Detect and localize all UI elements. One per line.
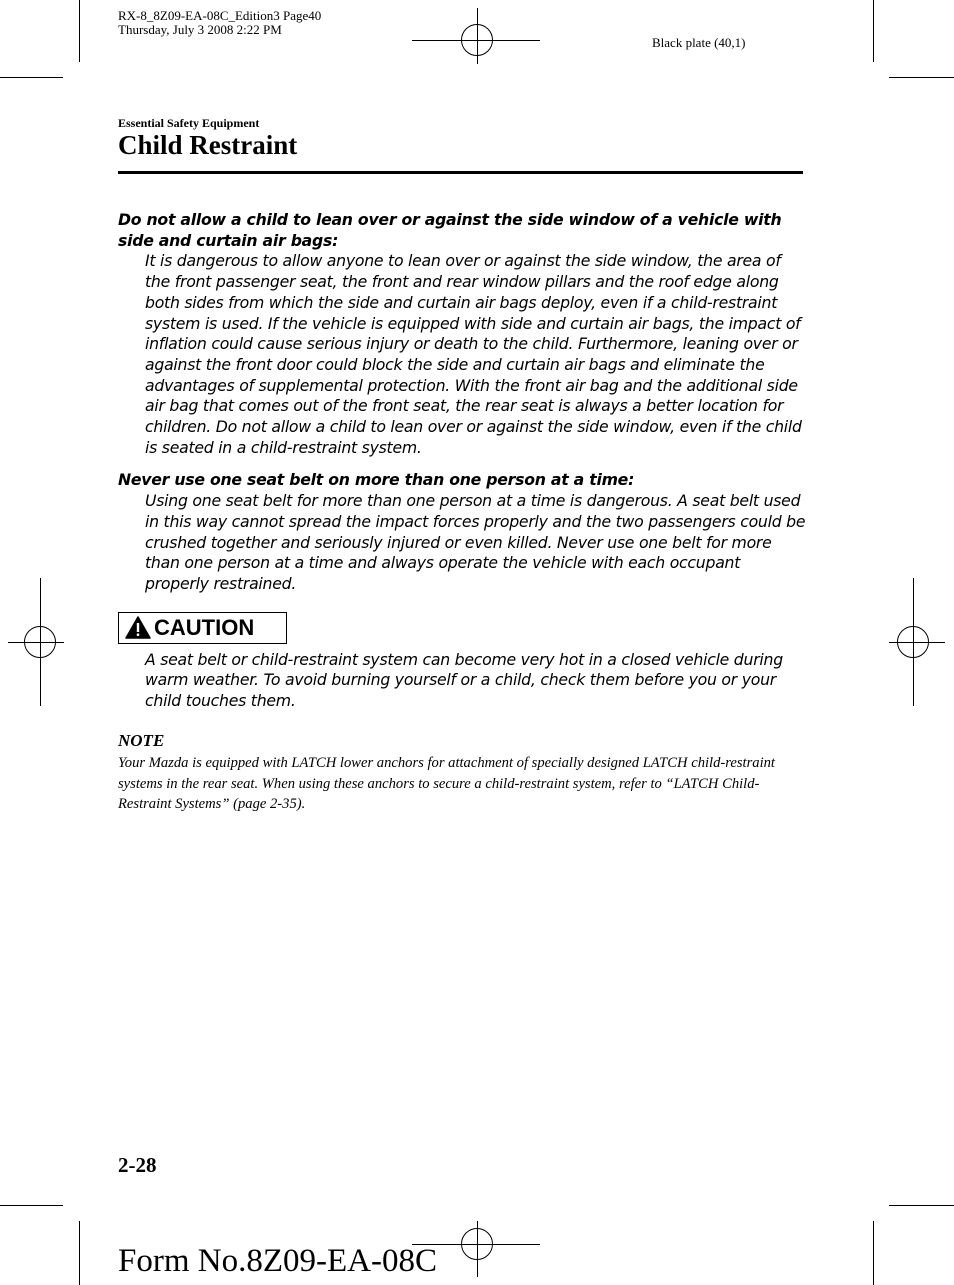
- warning-block: [118, 210, 808, 458]
- warning-block: [118, 470, 808, 594]
- caution-box: [118, 612, 287, 644]
- page-title: Child Restraint: [118, 130, 298, 160]
- print-file-info: RX-8_8Z09-EA-08C_Edition3 Page40: [118, 8, 322, 23]
- crop-mark: [79, 1221, 80, 1285]
- main-content: [118, 210, 808, 712]
- crop-mark: [889, 77, 954, 78]
- title-rule: [118, 171, 803, 174]
- warning-heading: Do not allow a child to lean over or against the side window of a vehicle with side and curtain air bags:: [118, 210, 782, 250]
- warning-body: Using one seat belt for more than one person at a time is dangerous. A seat belt used in this way cannot spread the impact forces properly and the two passengers could be crushed together and seriously injured or even killed. Never use one belt for more than one person at a time and always operate the vehicle with each occupant properly restrained.: [145, 491, 806, 593]
- warning-heading: Never use one seat belt on more than one person at a time:: [118, 470, 635, 490]
- caution-label: CAUTION: [154, 614, 255, 640]
- crop-mark: [873, 1221, 874, 1285]
- crop-mark: [0, 1205, 63, 1206]
- warning-triangle-icon: [125, 616, 151, 639]
- note-text: Your Mazda is equipped with LATCH lower anchors for attachment of specially designed LATCH child-restraint systems in the rear seat. When using these anchors to secure a child-restraint system, refer to “LATCH Child-Restraint Systems” (page 2-35).: [118, 755, 775, 813]
- print-date-info: Thursday, July 3 2008 2:22 PM: [118, 22, 282, 37]
- print-plate-info: Black plate (40,1): [652, 35, 746, 50]
- crop-mark: [889, 1205, 954, 1206]
- form-number: Form No.8Z09-EA-08C: [118, 1243, 437, 1279]
- crop-mark: [873, 0, 874, 62]
- section-label: Essential Safety Equipment: [118, 116, 260, 130]
- crop-mark: [79, 0, 80, 62]
- crop-mark: [0, 77, 63, 78]
- note-section: [118, 730, 808, 815]
- note-heading: NOTE: [118, 731, 165, 750]
- page-number: 2-28: [118, 1153, 157, 1177]
- warning-body: It is dangerous to allow anyone to lean over or against the side window, the area of the front passenger seat, the front and rear window pillars and the roof edge along both sides from which the side and curtain air bags deploy, even if a child-restraint system is used. If the vehicle is equipped with side and curtain air bags, the impact of inflation could cause serious injury or death to the child. Furthermore, leaning over or against the front door could block the side and curtain air bags and eliminate the advantages of supplemental protection. With the front air bag and the additional side air bag that comes out of the front seat, the rear seat is always a better location for children. Do not allow a child to lean over or against the side window, even if the child is seated in a child-restraint system.: [145, 251, 802, 457]
- caution-body: A seat belt or child-restraint system can become very hot in a closed vehicle during warm weather. To avoid burning yourself or a child, check them before you or your child touches them.: [145, 649, 783, 711]
